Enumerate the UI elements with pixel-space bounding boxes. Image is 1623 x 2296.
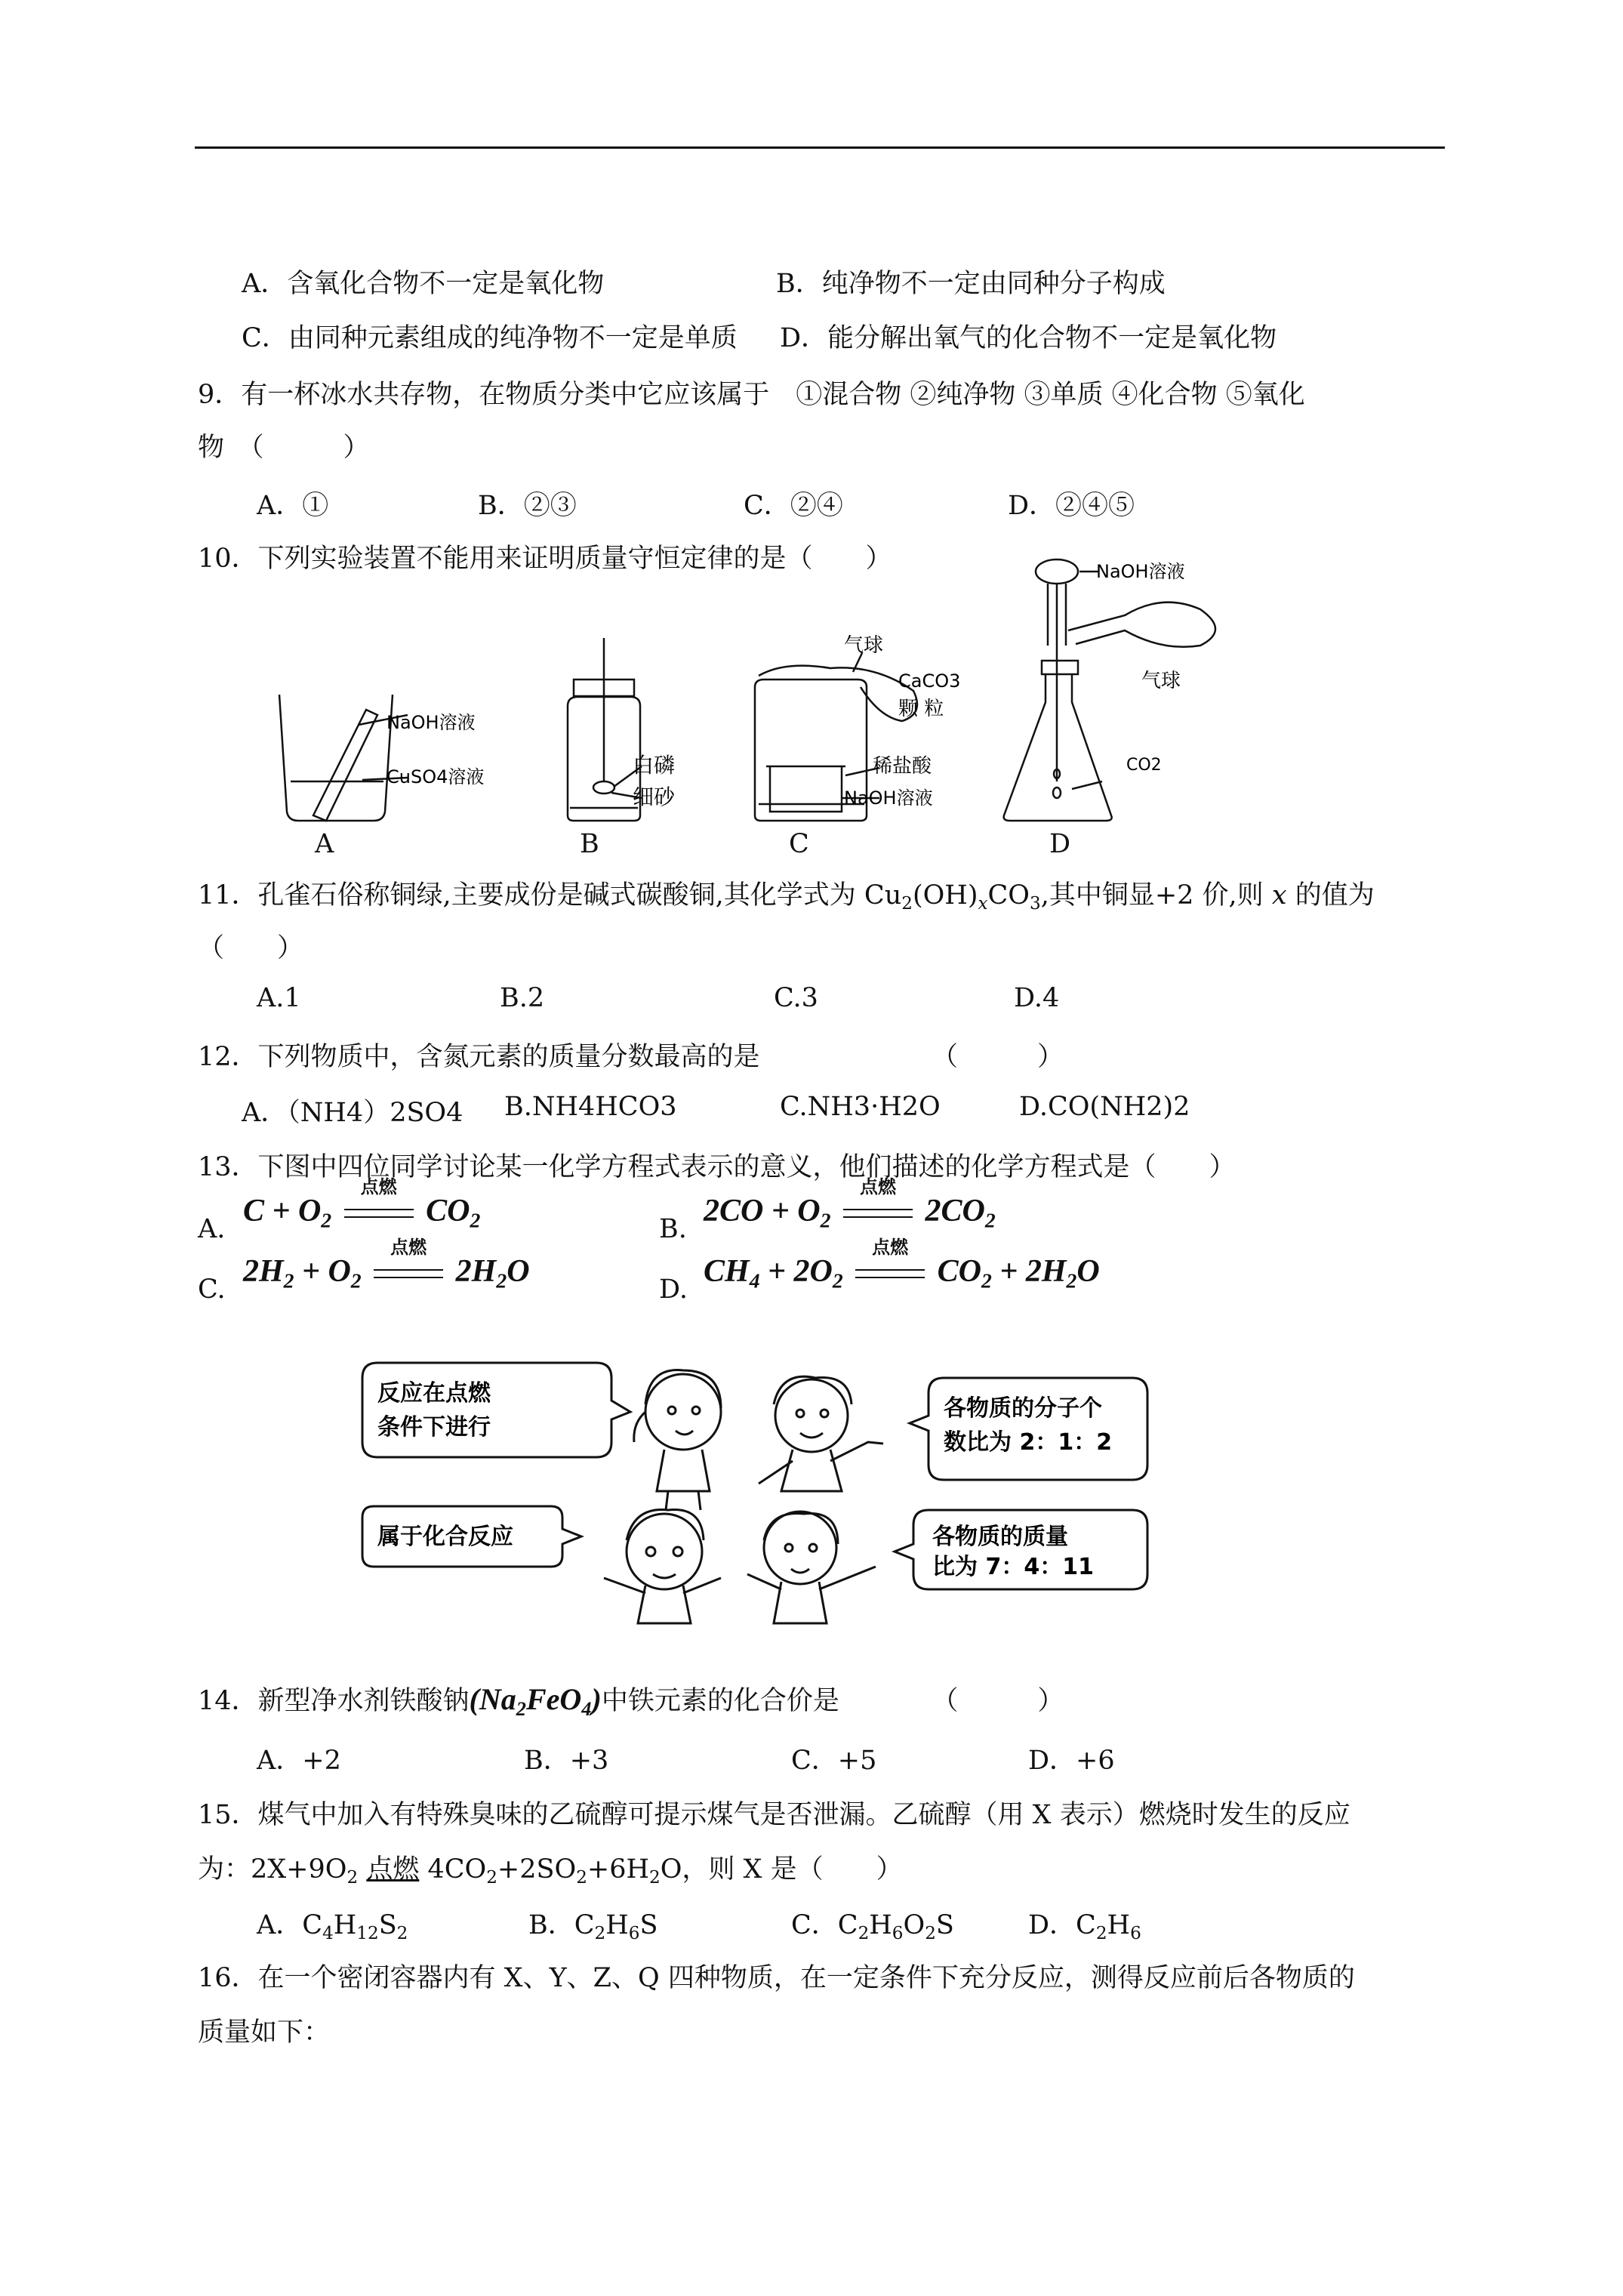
student-figure-4 xyxy=(747,1512,876,1623)
q11-answer-paren: （ ） xyxy=(198,933,304,963)
q13-equation-a: $C + O_2$ 点燃 $CO_2$ xyxy=(243,1193,480,1229)
bubble-4-line-1: 各物质的质量 xyxy=(932,1524,1068,1550)
q12-option-b: B.NH4HCO3 xyxy=(504,1092,677,1122)
bubble-2-line-2: 数比为 2：1：2 xyxy=(944,1429,1113,1456)
q8-option-c: C．由同种元素组成的纯净物不一定是单质 xyxy=(242,323,738,353)
label-co2: CO2 xyxy=(1126,756,1162,775)
q12-option-a: A．（NH4）2SO4 xyxy=(242,1098,463,1128)
q12-stem: 12．下列物质中，含氮元素的质量分数最高的是 （ ） xyxy=(198,1042,1064,1072)
q13-label-a: A. xyxy=(198,1214,226,1244)
q10-stem: 10．下列实验装置不能用来证明质量守恒定律的是（ ） xyxy=(198,544,892,574)
q11-option-d: D.4 xyxy=(1014,983,1060,1013)
q9-stem-line1: 9．有一杯冰水共存物，在物质分类中它应该属于 ①混合物 ②纯净物 ③单质 ④化合物 ⑤氧化 xyxy=(198,380,1305,410)
q15-option-c: C．$C_2H_6O_2S$ xyxy=(791,1910,954,1943)
q10-option-d-label: D xyxy=(1049,829,1071,859)
q14-option-d: D．+6 xyxy=(1028,1746,1115,1776)
q15-option-b: B．$C_2H_6S$ xyxy=(528,1910,658,1943)
q9-option-d: D．②④⑤ xyxy=(1008,491,1135,521)
q10-option-b-label: B xyxy=(580,829,599,859)
label-caco3: CaCO3 xyxy=(898,670,961,692)
q15-stem-line2: 为：$2X+9O_2$ 点燃 $4CO_2+2SO_2+6H_2O$，则 X 是（ ） xyxy=(198,1854,903,1888)
q13-label-c: C. xyxy=(198,1274,226,1305)
condition-ignite: 点燃 xyxy=(859,1176,896,1197)
q13-label-d: D. xyxy=(659,1274,688,1305)
q15-option-d: D．$C_2H_6$ xyxy=(1028,1910,1141,1943)
q9-option-c: C．②④ xyxy=(744,491,843,521)
condition-ignite: 点燃 xyxy=(360,1176,397,1197)
q13-label-b: B. xyxy=(659,1214,687,1244)
label-white-phosphorus: 白磷 xyxy=(633,753,676,778)
student-figure-2 xyxy=(759,1376,883,1491)
q11-option-a: A.1 xyxy=(257,983,301,1013)
q13-equation-d: $CH_4 + 2O_2$ 点燃 $CO_2 + 2H_2O$ xyxy=(704,1253,1100,1290)
label-naoh-solution-a: NaOH溶液 xyxy=(387,712,476,733)
q12-option-c: C.NH3·H2O xyxy=(780,1092,941,1122)
condition-ignite: 点燃 xyxy=(390,1237,427,1258)
q11-stem: 11．孔雀石俗称铜绿,主要成份是碱式碳酸铜,其化学式为 $Cu_2(OH)_xCO_3$,其中铜显+2 价,则 x 的值为 xyxy=(198,880,1375,914)
q12-option-d: D.CO(NH2)2 xyxy=(1019,1092,1190,1122)
q14-option-c: C．+5 xyxy=(791,1746,877,1776)
q9-stem-line2: 物 （ ） xyxy=(198,433,370,463)
label-dilute-hcl: 稀盐酸 xyxy=(873,755,932,778)
label-balloon-d: 气球 xyxy=(1141,670,1181,692)
q15-option-a: A．$C_4H_{12}S_2$ xyxy=(257,1910,408,1943)
label-cuso4-solution: CuSO4溶液 xyxy=(387,766,485,787)
q8-option-a: A．含氧化合物不一定是氧化物 xyxy=(242,269,605,299)
q14-option-a: A．+2 xyxy=(257,1746,341,1776)
student-figure-3 xyxy=(604,1510,721,1624)
q8-option-b: B．纯净物不一定由同种分子构成 xyxy=(776,269,1166,299)
apparatus-b-bottle xyxy=(568,638,642,821)
q13-equation-b: $2CO + O_2$ 点燃 $2CO_2$ xyxy=(704,1193,996,1229)
label-granules: 颗 粒 xyxy=(898,698,944,720)
bubble-1-line-1: 反应在点燃 xyxy=(377,1380,491,1407)
q10-option-a-label: A xyxy=(315,829,334,859)
q8-option-d: D．能分解出氧气的化合物不一定是氧化物 xyxy=(780,323,1277,353)
q9-option-a: A．① xyxy=(257,491,329,521)
speech-bubble-1 xyxy=(362,1363,630,1457)
q11-option-c: C.3 xyxy=(774,983,818,1013)
q16-stem-line1: 16．在一个密闭容器内有 X、Y、Z、Q 四种物质，在一定条件下充分反应，测得反应前后各物质的 xyxy=(198,1963,1355,1993)
q10-apparatus-figure xyxy=(257,555,1223,857)
student-figure-1 xyxy=(634,1370,721,1510)
q16-stem-line2: 质量如下： xyxy=(198,2017,331,2048)
bubble-3-text: 属于化合反应 xyxy=(377,1524,513,1550)
q14-stem: 14．新型净水剂铁酸钠$(Na_2FeO_4)$中铁元素的化合价是 （ ） xyxy=(198,1682,1064,1720)
label-balloon-c: 气球 xyxy=(844,634,884,657)
q13-discussion-figure xyxy=(347,1359,1200,1631)
label-naoh-solution-d: NaOH溶液 xyxy=(1096,561,1185,582)
label-fine-sand: 细砂 xyxy=(633,784,676,809)
q15-stem-line1: 15．煤气中加入有特殊臭味的乙硫醇可提示煤气是否泄漏。乙硫醇（用 X 表示）燃烧时发生的反应 xyxy=(198,1800,1350,1830)
bubble-4-line-2: 比为 7：4：11 xyxy=(932,1554,1094,1580)
q9-option-b: B．②③ xyxy=(478,491,577,521)
q11-option-b: B.2 xyxy=(500,983,545,1013)
bubble-2-line-1: 各物质的分子个 xyxy=(944,1395,1102,1422)
condition-ignite-underlined: 点燃 xyxy=(366,1854,420,1885)
condition-ignite: 点燃 xyxy=(872,1237,909,1258)
q13-equation-c: $2H_2 + O_2$ 点燃 $2H_2O$ xyxy=(243,1253,530,1290)
q10-option-c-label: C xyxy=(789,829,809,859)
bubble-1-line-2: 条件下进行 xyxy=(377,1414,491,1441)
label-naoh-solution-c: NaOH溶液 xyxy=(844,787,933,809)
q13-stem: 13．下图中四位同学讨论某一化学方程式表示的意义，他们描述的化学方程式是（ ） xyxy=(198,1152,1236,1182)
header-rule xyxy=(195,146,1445,149)
apparatus-d-flask xyxy=(1004,559,1215,821)
q14-option-b: B．+3 xyxy=(524,1746,609,1776)
